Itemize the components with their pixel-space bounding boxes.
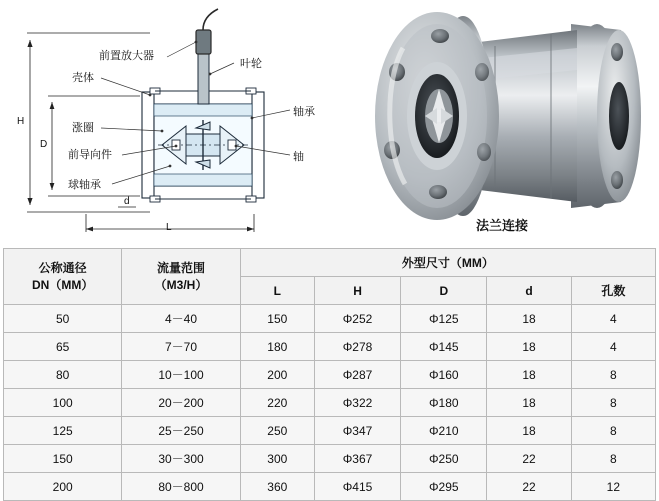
cell-d-small: 18 <box>487 389 571 417</box>
label-ball-bearing: 球轴承 <box>68 179 101 191</box>
cell-dn: 100 <box>4 389 122 417</box>
header-flow-range-line2: （M3/H） <box>154 277 208 292</box>
table-row <box>4 305 656 333</box>
technical-drawing <box>0 0 340 242</box>
dimension-label-l: L <box>166 222 172 233</box>
cell-d-small: 18 <box>487 361 571 389</box>
cell-d-big: Φ145 <box>401 333 487 361</box>
product-photo-svg <box>345 0 659 242</box>
cell-l: 360 <box>240 473 314 501</box>
right-flange <box>571 24 641 208</box>
cell-dn: 65 <box>4 333 122 361</box>
cell-d-small: 22 <box>487 473 571 501</box>
label-impeller: 叶轮 <box>240 58 262 70</box>
spec-table <box>3 248 656 501</box>
product-photo <box>345 0 659 242</box>
dimension-label-d-big: D <box>40 139 48 150</box>
table-row <box>4 361 656 389</box>
table-header-row-1 <box>4 249 656 277</box>
cell-h: Φ367 <box>314 445 400 473</box>
dimension-label-d-small: d <box>124 196 130 207</box>
label-preamp: 前置放大器 <box>99 50 154 62</box>
cell-d-small: 22 <box>487 445 571 473</box>
header-nominal-diameter <box>4 249 122 305</box>
cell-d-big: Φ295 <box>401 473 487 501</box>
header-nominal-diameter-line1: 公称通径 <box>38 261 87 276</box>
cell-l: 220 <box>240 389 314 417</box>
cell-dn: 80 <box>4 361 122 389</box>
header-h: H <box>314 277 400 305</box>
label-housing: 壳体 <box>72 72 94 84</box>
cell-h: Φ252 <box>314 305 400 333</box>
cell-holes: 8 <box>571 445 655 473</box>
cell-dn: 50 <box>4 305 122 333</box>
cell-d-small: 18 <box>487 305 571 333</box>
cell-h: Φ278 <box>314 333 400 361</box>
cell-flow: 25－250 <box>122 417 240 445</box>
table-row <box>4 389 656 417</box>
photo-caption: 法兰连接 <box>475 218 528 233</box>
cell-h: Φ287 <box>314 361 400 389</box>
dimension-label-h: H <box>17 116 25 127</box>
cell-d-big: Φ160 <box>401 361 487 389</box>
cell-l: 250 <box>240 417 314 445</box>
header-flow-range <box>122 249 240 305</box>
drawing-svg <box>0 0 340 242</box>
cell-dn: 125 <box>4 417 122 445</box>
header-l: L <box>240 277 314 305</box>
label-shaft: 轴 <box>293 151 304 163</box>
cell-flow: 80－800 <box>122 473 240 501</box>
label-ring: 涨圈 <box>72 122 94 134</box>
cell-d-small: 18 <box>487 417 571 445</box>
cell-flow: 10－100 <box>122 361 240 389</box>
top-illustrations <box>0 0 659 242</box>
cell-holes: 4 <box>571 333 655 361</box>
cell-d-small: 18 <box>487 333 571 361</box>
cell-holes: 8 <box>571 361 655 389</box>
label-bearing: 轴承 <box>293 106 315 118</box>
label-front-guide: 前导向件 <box>68 149 112 161</box>
cell-dn: 150 <box>4 445 122 473</box>
cell-holes: 8 <box>571 417 655 445</box>
cell-l: 180 <box>240 333 314 361</box>
table-row <box>4 473 656 501</box>
cell-l: 300 <box>240 445 314 473</box>
header-d-small: d <box>487 277 571 305</box>
cell-dn: 200 <box>4 473 122 501</box>
cell-l: 200 <box>240 361 314 389</box>
cell-holes: 8 <box>571 389 655 417</box>
cell-flow: 20－200 <box>122 389 240 417</box>
cell-h: Φ322 <box>314 389 400 417</box>
header-d-big: D <box>401 277 487 305</box>
cell-flow: 7－70 <box>122 333 240 361</box>
cell-l: 150 <box>240 305 314 333</box>
cell-d-big: Φ210 <box>401 417 487 445</box>
cell-d-big: Φ180 <box>401 389 487 417</box>
header-nominal-diameter-line2: DN（MM） <box>32 277 94 292</box>
left-flange <box>375 12 499 220</box>
table-row <box>4 445 656 473</box>
header-holes: 孔数 <box>571 277 655 305</box>
spec-table-wrapper <box>3 248 656 501</box>
cell-h: Φ415 <box>314 473 400 501</box>
cell-holes: 12 <box>571 473 655 501</box>
cell-h: Φ347 <box>314 417 400 445</box>
cell-holes: 4 <box>571 305 655 333</box>
table-row <box>4 333 656 361</box>
cell-d-big: Φ125 <box>401 305 487 333</box>
header-outline-dimensions: 外型尺寸（MM） <box>240 249 655 277</box>
cell-flow: 4－40 <box>122 305 240 333</box>
cell-d-big: Φ250 <box>401 445 487 473</box>
table-row <box>4 417 656 445</box>
cell-flow: 30－300 <box>122 445 240 473</box>
header-flow-range-line1: 流量范围 <box>157 261 206 276</box>
